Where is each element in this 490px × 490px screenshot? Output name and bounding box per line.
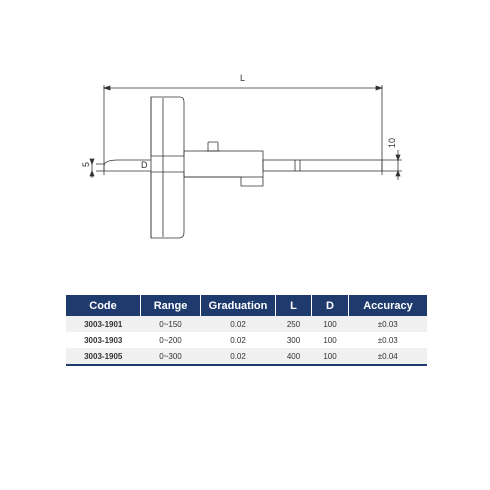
cell-range: 0~300 [141, 348, 201, 365]
cell-d: 100 [312, 348, 349, 365]
gauge-base [151, 97, 184, 156]
header-code: Code [66, 295, 141, 316]
cell-graduation: 0.02 [230, 335, 246, 345]
cell-graduation: 0.02 [201, 316, 276, 332]
locking-screw [208, 142, 218, 151]
cell-l: 250 [276, 316, 312, 332]
header-d: D [312, 295, 349, 316]
cell-range: 0~200 [159, 335, 182, 345]
spec-table [66, 295, 427, 366]
thickness-label: 5 [81, 161, 91, 167]
cell-l: 400 [276, 348, 312, 365]
depth-label: D [141, 160, 148, 170]
length-label: L [240, 73, 246, 83]
header-range: Range [141, 295, 201, 316]
height-label: 10 [387, 137, 397, 148]
table-header-row [66, 295, 427, 316]
cell-code: 3003-1901 [66, 316, 141, 332]
header-l: L [276, 295, 312, 316]
cell-l: 300 [286, 335, 301, 345]
cell-d: 100 [323, 335, 337, 345]
cell-range: 0~150 [141, 316, 201, 332]
table-row [66, 332, 427, 348]
cell-graduation: 0.02 [201, 348, 276, 365]
cell-accuracy: ±0.03 [349, 316, 428, 332]
cell-code: 3003-1903 [84, 335, 123, 345]
cell-accuracy: ±0.03 [377, 335, 398, 345]
header-graduation: Graduation [201, 295, 276, 316]
table-row [66, 348, 427, 365]
header-accuracy: Accuracy [349, 295, 428, 316]
slider-body [184, 151, 263, 177]
table-row [66, 316, 427, 332]
measuring-beam [263, 160, 382, 171]
cell-code: 3003-1905 [66, 348, 141, 365]
cell-accuracy: ±0.04 [349, 348, 428, 365]
cell-d: 100 [312, 316, 349, 332]
